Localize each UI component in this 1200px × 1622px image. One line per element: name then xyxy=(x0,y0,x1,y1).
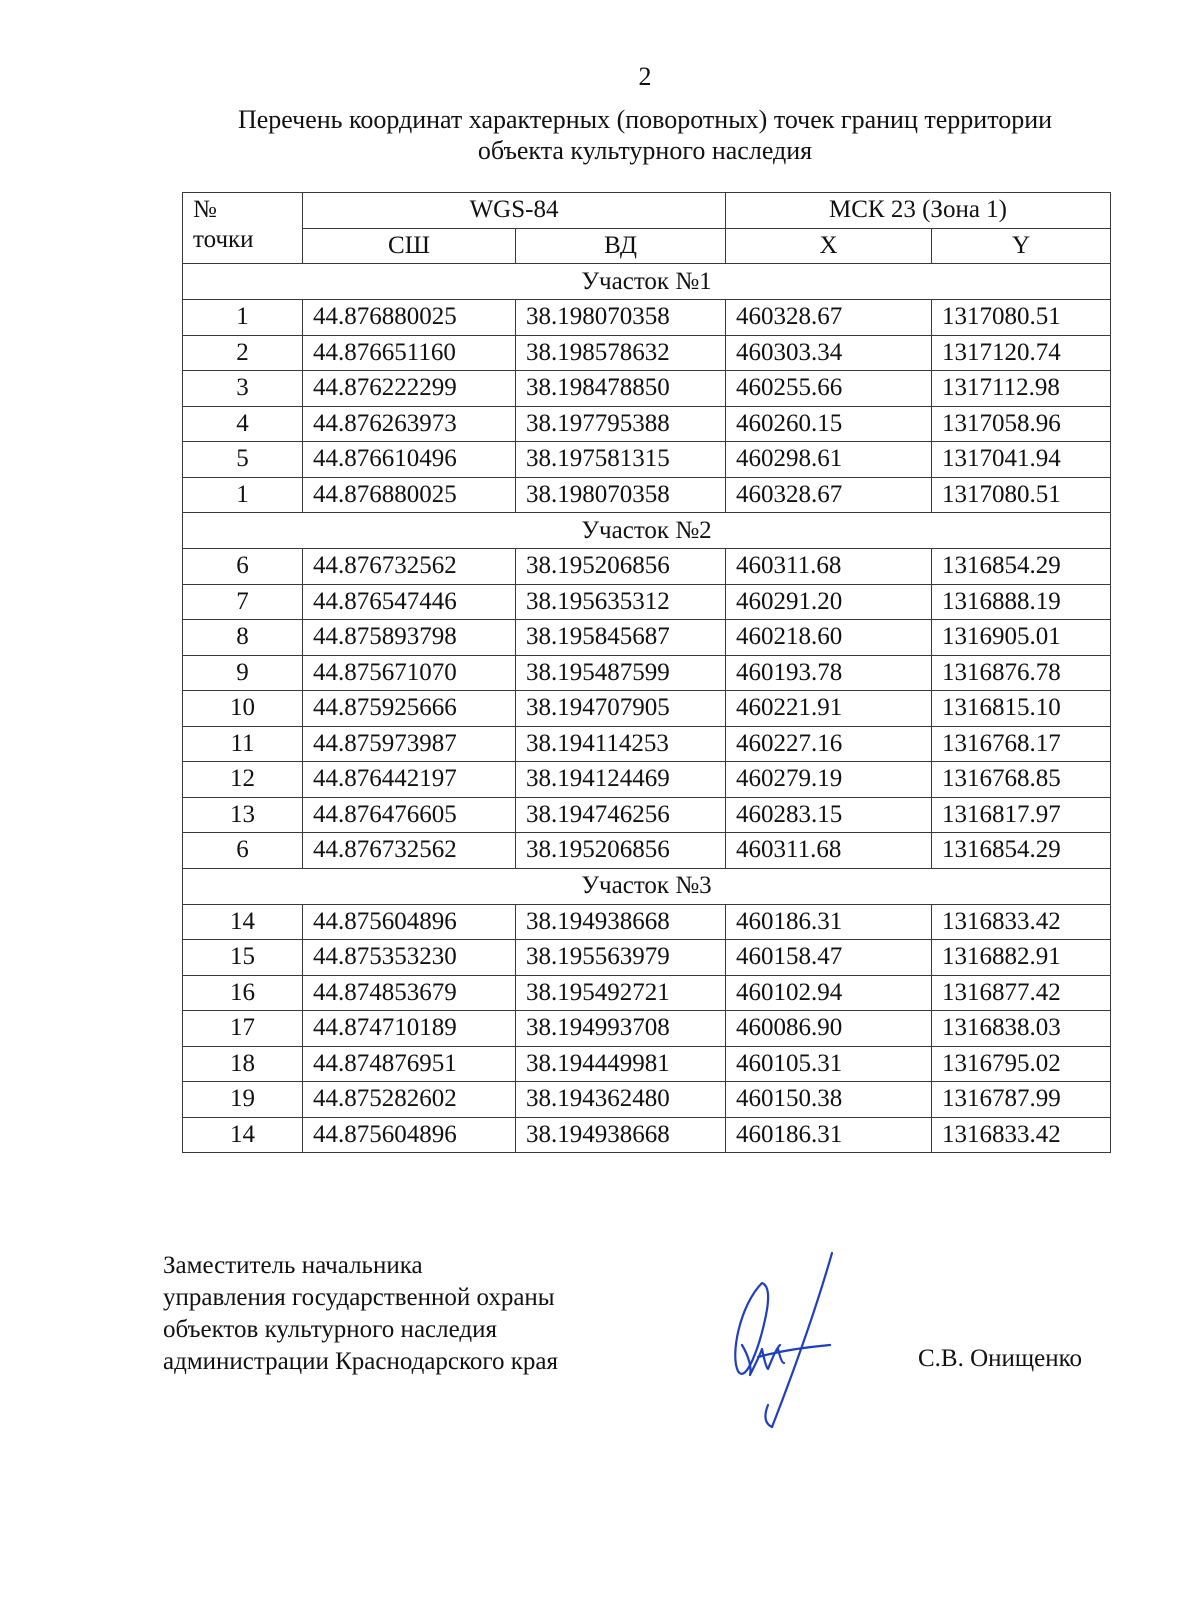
y-cell: 1316833.42 xyxy=(932,1117,1111,1153)
x-cell: 460279.19 xyxy=(726,762,932,798)
point-number-cell: 18 xyxy=(183,1046,303,1082)
table-row xyxy=(183,1011,1111,1047)
y-cell: 1316787.99 xyxy=(932,1082,1111,1118)
latitude-cell: 44.876651160 xyxy=(303,335,516,371)
latitude-cell: 44.875604896 xyxy=(303,904,516,940)
point-number-header-line1: № xyxy=(193,196,217,223)
point-number-cell: 8 xyxy=(183,620,303,656)
position-line-1: Заместитель начальника xyxy=(163,1252,423,1279)
section-title: Участок №3 xyxy=(183,868,1111,904)
y-cell: 1317080.51 xyxy=(932,300,1111,336)
position-line-4: администрации Краснодарского края xyxy=(163,1348,559,1375)
point-number-header xyxy=(183,193,303,264)
x-cell: 460260.15 xyxy=(726,406,932,442)
latitude-cell: 44.876263973 xyxy=(303,406,516,442)
table-row xyxy=(183,549,1111,585)
y-cell: 1317112.98 xyxy=(932,371,1111,407)
y-cell: 1316882.91 xyxy=(932,940,1111,976)
table-row xyxy=(183,477,1111,513)
x-cell: 460150.38 xyxy=(726,1082,932,1118)
title-line-1: Перечень координат характерных (поворотных) точек границ территории xyxy=(237,105,1053,134)
y-cell: 1317080.51 xyxy=(932,477,1111,513)
table-row xyxy=(183,1082,1111,1118)
latitude-cell: 44.876547446 xyxy=(303,584,516,620)
latitude-cell: 44.875973987 xyxy=(303,726,516,762)
point-number-cell: 1 xyxy=(183,300,303,336)
y-header: Y xyxy=(932,228,1111,264)
table-row xyxy=(183,335,1111,371)
longitude-cell: 38.194746256 xyxy=(516,797,726,833)
y-cell: 1316876.78 xyxy=(932,655,1111,691)
x-cell: 460283.15 xyxy=(726,797,932,833)
point-number-cell: 3 xyxy=(183,371,303,407)
longitude-cell: 38.195635312 xyxy=(516,584,726,620)
wgs84-header: WGS-84 xyxy=(303,193,726,229)
table-row xyxy=(183,300,1111,336)
table-subheader-row xyxy=(183,228,1111,264)
longitude-cell: 38.197581315 xyxy=(516,442,726,478)
longitude-cell: 38.195206856 xyxy=(516,833,726,869)
point-number-cell: 6 xyxy=(183,549,303,585)
table-row xyxy=(183,762,1111,798)
x-cell: 460193.78 xyxy=(726,655,932,691)
section-row xyxy=(183,868,1111,904)
point-number-cell: 5 xyxy=(183,442,303,478)
msk23-header: МСК 23 (Зона 1) xyxy=(726,193,1111,229)
longitude-cell: 38.195845687 xyxy=(516,620,726,656)
longitude-cell: 38.194362480 xyxy=(516,1082,726,1118)
latitude-cell: 44.876610496 xyxy=(303,442,516,478)
page-number: 2 xyxy=(638,62,652,91)
point-number-cell: 12 xyxy=(183,762,303,798)
title-line-2: объекта культурного наследия xyxy=(477,136,813,165)
latitude-cell: 44.876476605 xyxy=(303,797,516,833)
y-cell: 1316888.19 xyxy=(932,584,1111,620)
latitude-cell: 44.875353230 xyxy=(303,940,516,976)
point-number-cell: 14 xyxy=(183,1117,303,1153)
longitude-cell: 38.198070358 xyxy=(516,300,726,336)
longitude-cell: 38.198478850 xyxy=(516,371,726,407)
position-line-3: объектов культурного наследия xyxy=(163,1316,497,1343)
longitude-cell: 38.194114253 xyxy=(516,726,726,762)
table-row xyxy=(183,1046,1111,1082)
table-row xyxy=(183,620,1111,656)
point-number-cell: 16 xyxy=(183,975,303,1011)
table-row xyxy=(183,940,1111,976)
x-cell: 460311.68 xyxy=(726,549,932,585)
latitude-cell: 44.874876951 xyxy=(303,1046,516,1082)
table-row xyxy=(183,406,1111,442)
latitude-cell: 44.875925666 xyxy=(303,691,516,727)
point-number-cell: 2 xyxy=(183,335,303,371)
section-row xyxy=(183,264,1111,300)
x-cell: 460105.31 xyxy=(726,1046,932,1082)
longitude-cell: 38.194707905 xyxy=(516,691,726,727)
table-row xyxy=(183,904,1111,940)
latitude-cell: 44.876732562 xyxy=(303,549,516,585)
point-number-cell: 13 xyxy=(183,797,303,833)
y-cell: 1316768.85 xyxy=(932,762,1111,798)
point-number-cell: 19 xyxy=(183,1082,303,1118)
longitude-cell: 38.197795388 xyxy=(516,406,726,442)
x-cell: 460221.91 xyxy=(726,691,932,727)
point-number-cell: 7 xyxy=(183,584,303,620)
section-title: Участок №1 xyxy=(183,264,1111,300)
x-header: X xyxy=(726,228,932,264)
point-number-cell: 9 xyxy=(183,655,303,691)
latitude-cell: 44.876880025 xyxy=(303,300,516,336)
point-number-cell: 15 xyxy=(183,940,303,976)
point-number-cell: 14 xyxy=(183,904,303,940)
y-cell: 1316854.29 xyxy=(932,833,1111,869)
latitude-cell: 44.875893798 xyxy=(303,620,516,656)
x-cell: 460328.67 xyxy=(726,300,932,336)
latitude-cell: 44.876222299 xyxy=(303,371,516,407)
y-cell: 1316768.17 xyxy=(932,726,1111,762)
section-row xyxy=(183,513,1111,549)
longitude-cell: 38.194938668 xyxy=(516,1117,726,1153)
latitude-cell: 44.875604896 xyxy=(303,1117,516,1153)
y-cell: 1316838.03 xyxy=(932,1011,1111,1047)
latitude-header: СШ xyxy=(303,228,516,264)
y-cell: 1316854.29 xyxy=(932,549,1111,585)
position-line-2: управления государственной охраны xyxy=(163,1284,555,1311)
latitude-cell: 44.874853679 xyxy=(303,975,516,1011)
table-row xyxy=(183,371,1111,407)
table-row xyxy=(183,726,1111,762)
table-row xyxy=(183,584,1111,620)
document-title xyxy=(120,104,1170,166)
longitude-cell: 38.198070358 xyxy=(516,477,726,513)
latitude-cell: 44.875671070 xyxy=(303,655,516,691)
y-cell: 1316905.01 xyxy=(932,620,1111,656)
latitude-cell: 44.876880025 xyxy=(303,477,516,513)
x-cell: 460227.16 xyxy=(726,726,932,762)
y-cell: 1317041.94 xyxy=(932,442,1111,478)
table-row xyxy=(183,655,1111,691)
point-number-cell: 11 xyxy=(183,726,303,762)
latitude-cell: 44.875282602 xyxy=(303,1082,516,1118)
longitude-cell: 38.194449981 xyxy=(516,1046,726,1082)
x-cell: 460186.31 xyxy=(726,1117,932,1153)
x-cell: 460303.34 xyxy=(726,335,932,371)
longitude-header: ВД xyxy=(516,228,726,264)
y-cell: 1316877.42 xyxy=(932,975,1111,1011)
table-row xyxy=(183,833,1111,869)
table-row xyxy=(183,1117,1111,1153)
y-cell: 1316815.10 xyxy=(932,691,1111,727)
x-cell: 460186.31 xyxy=(726,904,932,940)
handwritten-signature xyxy=(720,1245,860,1435)
x-cell: 460298.61 xyxy=(726,442,932,478)
longitude-cell: 38.194993708 xyxy=(516,1011,726,1047)
table-row xyxy=(183,442,1111,478)
x-cell: 460218.60 xyxy=(726,620,932,656)
signatory-position xyxy=(163,1250,558,1378)
table-row xyxy=(183,797,1111,833)
x-cell: 460291.20 xyxy=(726,584,932,620)
longitude-cell: 38.195487599 xyxy=(516,655,726,691)
latitude-cell: 44.874710189 xyxy=(303,1011,516,1047)
y-cell: 1316795.02 xyxy=(932,1046,1111,1082)
y-cell: 1316817.97 xyxy=(932,797,1111,833)
longitude-cell: 38.195206856 xyxy=(516,549,726,585)
longitude-cell: 38.194938668 xyxy=(516,904,726,940)
table-header-row xyxy=(183,193,1111,229)
point-number-cell: 17 xyxy=(183,1011,303,1047)
table-row xyxy=(183,691,1111,727)
y-cell: 1316833.42 xyxy=(932,904,1111,940)
y-cell: 1317120.74 xyxy=(932,335,1111,371)
table-body xyxy=(183,264,1111,1153)
latitude-cell: 44.876732562 xyxy=(303,833,516,869)
latitude-cell: 44.876442197 xyxy=(303,762,516,798)
x-cell: 460255.66 xyxy=(726,371,932,407)
x-cell: 460311.68 xyxy=(726,833,932,869)
x-cell: 460328.67 xyxy=(726,477,932,513)
section-title: Участок №2 xyxy=(183,513,1111,549)
point-number-cell: 10 xyxy=(183,691,303,727)
longitude-cell: 38.198578632 xyxy=(516,335,726,371)
point-number-cell: 6 xyxy=(183,833,303,869)
longitude-cell: 38.194124469 xyxy=(516,762,726,798)
x-cell: 460158.47 xyxy=(726,940,932,976)
y-cell: 1317058.96 xyxy=(932,406,1111,442)
signatory-name: С.В. Онищенко xyxy=(918,1345,1083,1372)
longitude-cell: 38.195492721 xyxy=(516,975,726,1011)
point-number-header-line2: точки xyxy=(193,226,254,253)
longitude-cell: 38.195563979 xyxy=(516,940,726,976)
point-number-cell: 4 xyxy=(183,406,303,442)
x-cell: 460086.90 xyxy=(726,1011,932,1047)
table-row xyxy=(183,975,1111,1011)
point-number-cell: 1 xyxy=(183,477,303,513)
x-cell: 460102.94 xyxy=(726,975,932,1011)
coordinates-table xyxy=(182,192,1111,1153)
